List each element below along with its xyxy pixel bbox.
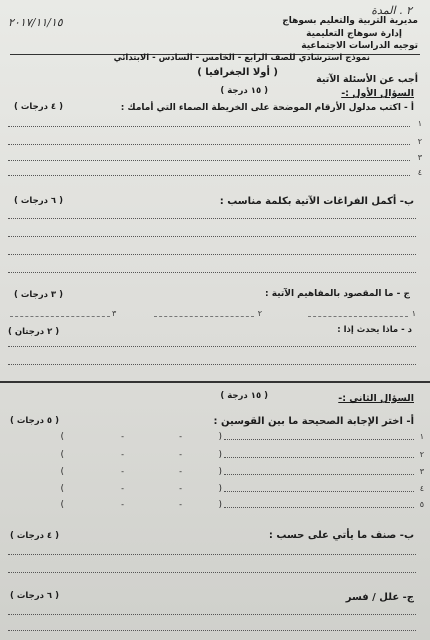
answer-line[interactable] — [8, 126, 410, 127]
answer-line[interactable] — [8, 346, 416, 347]
answer-line[interactable] — [8, 144, 410, 145]
answer-line[interactable] — [8, 554, 416, 555]
q1c-marks: ( ٣ درجات ) — [14, 290, 63, 300]
handwritten-date: ٢٠١٧/١١/١٥ — [8, 16, 63, 29]
answer-line[interactable] — [8, 254, 416, 255]
q1a-marks: ( ٤ درجات ) — [14, 102, 63, 112]
handwritten-duration: ٢ . المدة — [371, 4, 412, 17]
choice-separator: - — [179, 500, 182, 509]
q2c-marks: ( ٦ درجات ) — [10, 591, 59, 601]
choice-separator: - — [121, 432, 124, 441]
choice-separator: - — [179, 484, 182, 493]
q1a-number-1: ١ — [417, 119, 422, 128]
choice-separator: - — [179, 432, 182, 441]
answer-line[interactable] — [8, 614, 416, 615]
choice-separator: - — [121, 484, 124, 493]
exam-title: نموذج استرشادي للصف الرابع - الخامس - السادس - الابتدائي — [113, 53, 370, 63]
answer-line[interactable] — [224, 457, 414, 458]
q1c-number-3: ٣ — [112, 309, 117, 318]
q1c-number-2: ٢ — [257, 309, 262, 318]
q2b-marks: ( ٤ درجات ) — [10, 531, 59, 541]
answer-line[interactable] — [8, 218, 416, 219]
answer-line[interactable] — [8, 236, 416, 237]
q2-marks: ( ١٥ درجة ) — [220, 391, 268, 401]
q1-marks: ( ١٥ درجة ) — [220, 86, 268, 96]
q1b-marks: ( ٦ درجات ) — [14, 196, 63, 206]
q1c-text: ج - ما المقصود بالمفاهيم الآتية : — [265, 289, 410, 299]
choice-separator: - — [121, 467, 124, 476]
q2a-number-4: ٤ — [419, 484, 424, 493]
choice-separator: - — [121, 500, 124, 509]
q2b-text: ب- صنف ما يأتي على حسب : — [268, 530, 414, 541]
q2a-number-2: ٢ — [419, 450, 424, 459]
answer-line[interactable] — [224, 491, 414, 492]
q1a-number-4: ٤ — [417, 168, 422, 177]
instruction: أجب عن الأسئلة الآتية — [316, 74, 418, 85]
answer-line[interactable] — [10, 316, 110, 317]
q2-title: السؤال الثاني :- — [338, 393, 414, 404]
q2a-marks: ( ٥ درجات ) — [10, 416, 59, 426]
answer-line[interactable] — [8, 175, 410, 176]
q1a-number-3: ٣ — [417, 153, 422, 162]
q1d-marks: ( ٢ درجتان ) — [8, 327, 60, 337]
answer-line[interactable] — [154, 316, 254, 317]
question-divider — [0, 381, 430, 383]
q1d-text: د - ماذا يحدث إذا : — [337, 325, 412, 335]
q1-title: السؤال الأول :- — [341, 88, 414, 99]
q2a-number-3: ٣ — [419, 467, 424, 476]
q1a-number-2: ٢ — [417, 137, 422, 146]
answer-line[interactable] — [224, 439, 414, 440]
q2a-number-5: ٥ — [419, 500, 424, 509]
department-name: توجيه الدراسات الاجتماعية — [301, 41, 418, 51]
q2a-text: أ- اختر الإجابة الصحيحة ما بين القوسين : — [213, 416, 414, 427]
q1a-text: أ - اكتب مدلول الأرقام الموضحة على الخريطة الصماء التي أمامك : — [120, 103, 414, 113]
answer-line[interactable] — [8, 572, 416, 573]
directorate-name: مديرية التربية والتعليم بسوهاج — [282, 16, 418, 26]
answer-line[interactable] — [224, 474, 414, 475]
section-title: ( أولا الجغرافيا ) — [197, 67, 278, 78]
choice-separator: - — [121, 450, 124, 459]
q2c-text: ج- علل / فسر — [345, 592, 414, 603]
choice-separator: - — [179, 467, 182, 476]
choice-separator: - — [179, 450, 182, 459]
answer-line[interactable] — [308, 316, 408, 317]
answer-line[interactable] — [8, 364, 416, 365]
administration-name: إدارة سوهاج التعليمية — [306, 29, 402, 39]
q1c-number-1: ١ — [411, 309, 416, 318]
answer-line[interactable] — [8, 272, 416, 273]
answer-line[interactable] — [8, 160, 410, 161]
exam-page: ٢ . المدة ٢٠١٧/١١/١٥ مديرية التربية والتعليم بسوهاج إدارة سوهاج التعليمية توجيه الدراسات الاجتماعية نموذج استرشادي للصف الرابع - الخامس - السادس - الابتدائي ( أولا الجغرافيا ) أجب عن الأسئلة الآتية السؤال الأول :- ( ١٥ درجة ) أ - اكتب مدلول الأرقام الموضحة على الخريطة الصماء التي أمامك : ( ٤ درجات ) ١ ٢ ٣ ٤ ب- أكمل الفراغات الآتية بكلمة مناسب : ( ٦ درجات ) ج - ما المقصود بالمفاهيم الآتية : ( ٣ درجات ) ١ ٢ ٣ د - ماذا يحدث إذا : ( ٢ درجتان ) ( ١٥ درجة ) السؤال الثاني :- أ- اختر الإجابة الصحيحة ما بين القوسين : ( ٥ درجات ) ١ ) - - ( ٢ ) - - ( ٣ ) - - ( ٤ ) - - ( ٥ ) - - ( ب- صنف ما يأتي على حسب : ( ٤ درجات ) ج- علل / فسر ( ٦ درجات ) — [0, 0, 430, 640]
answer-line[interactable] — [8, 630, 416, 631]
answer-line[interactable] — [224, 507, 414, 508]
q1b-text: ب- أكمل الفراغات الآتية بكلمة مناسب : — [219, 196, 414, 207]
q2a-number-1: ١ — [419, 432, 424, 441]
